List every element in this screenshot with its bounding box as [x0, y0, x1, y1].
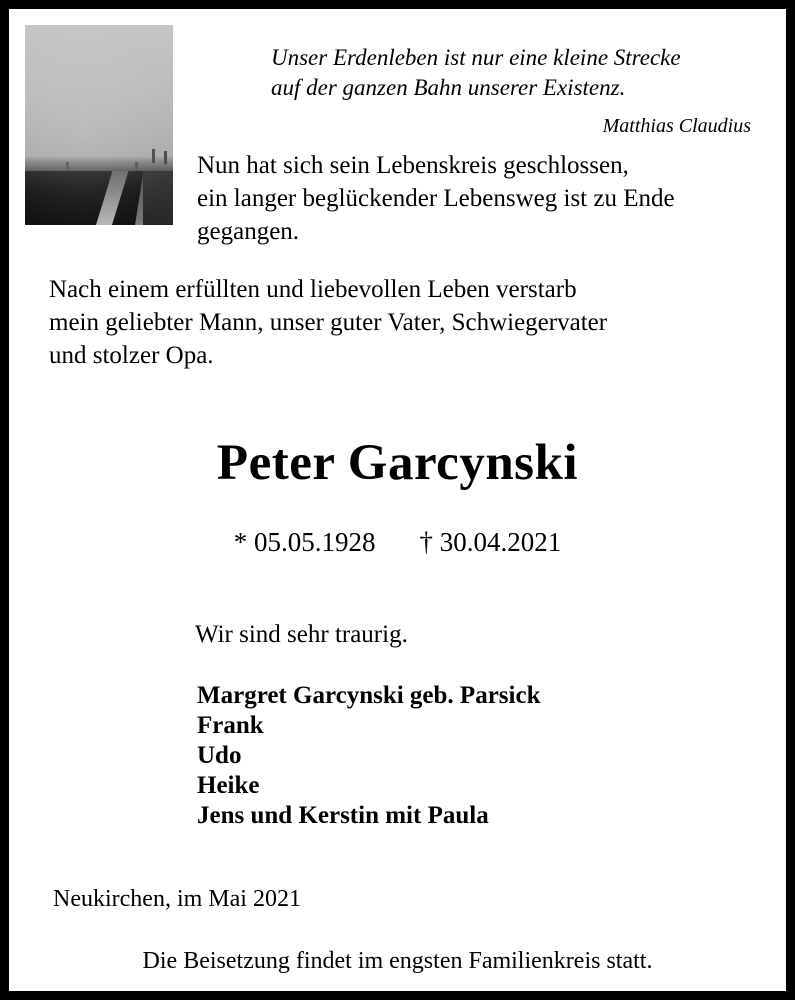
announcement-line-2: mein geliebter Mann, unser guter Vater, Schwiegervater	[49, 309, 608, 336]
announcement-line-1: Nach einem erfüllten und liebevollen Leben verstarb	[49, 276, 577, 303]
death-date: † 30.04.2021	[419, 527, 562, 557]
list-item: Jens und Kerstin mit Paula	[197, 802, 489, 829]
funeral-note: Die Beisetzung findet im engsten Familienkreis statt.	[142, 948, 653, 974]
list-item: Udo	[197, 742, 242, 769]
announcement-paragraph	[49, 273, 769, 372]
announcement-line-3: und stolzer Opa.	[49, 342, 214, 369]
intro-line-2: ein langer beglückender Lebensweg ist zu Ende	[197, 185, 675, 212]
list-item: Heike	[197, 772, 260, 799]
quote-author: Matthias Claudius	[602, 115, 751, 137]
deceased-name: Peter Garcynski	[216, 435, 579, 491]
quote-line-2: auf der ganzen Bahn unserer Existenz.	[271, 75, 626, 100]
intro-line-1: Nun hat sich sein Lebenskreis geschlossen,	[197, 152, 629, 179]
misty-field-landscape-photo	[25, 25, 173, 225]
photo-haze-overlay	[25, 25, 173, 225]
list-item: Margret Garcynski geb. Parsick	[197, 682, 541, 709]
survivors-list	[197, 681, 540, 831]
intro-paragraph	[197, 149, 767, 248]
place-and-date: Neukirchen, im Mai 2021	[53, 886, 301, 912]
mourning-statement: Wir sind sehr traurig.	[195, 621, 408, 648]
quotation-block	[271, 43, 761, 140]
life-dates	[9, 527, 786, 558]
intro-line-3: gegangen.	[197, 218, 300, 245]
quote-line-1: Unser Erdenleben ist nur eine kleine Strecke	[271, 45, 681, 70]
birth-date: * 05.05.1928	[233, 527, 376, 557]
obituary-content-area	[9, 9, 786, 991]
list-item: Frank	[197, 712, 264, 739]
